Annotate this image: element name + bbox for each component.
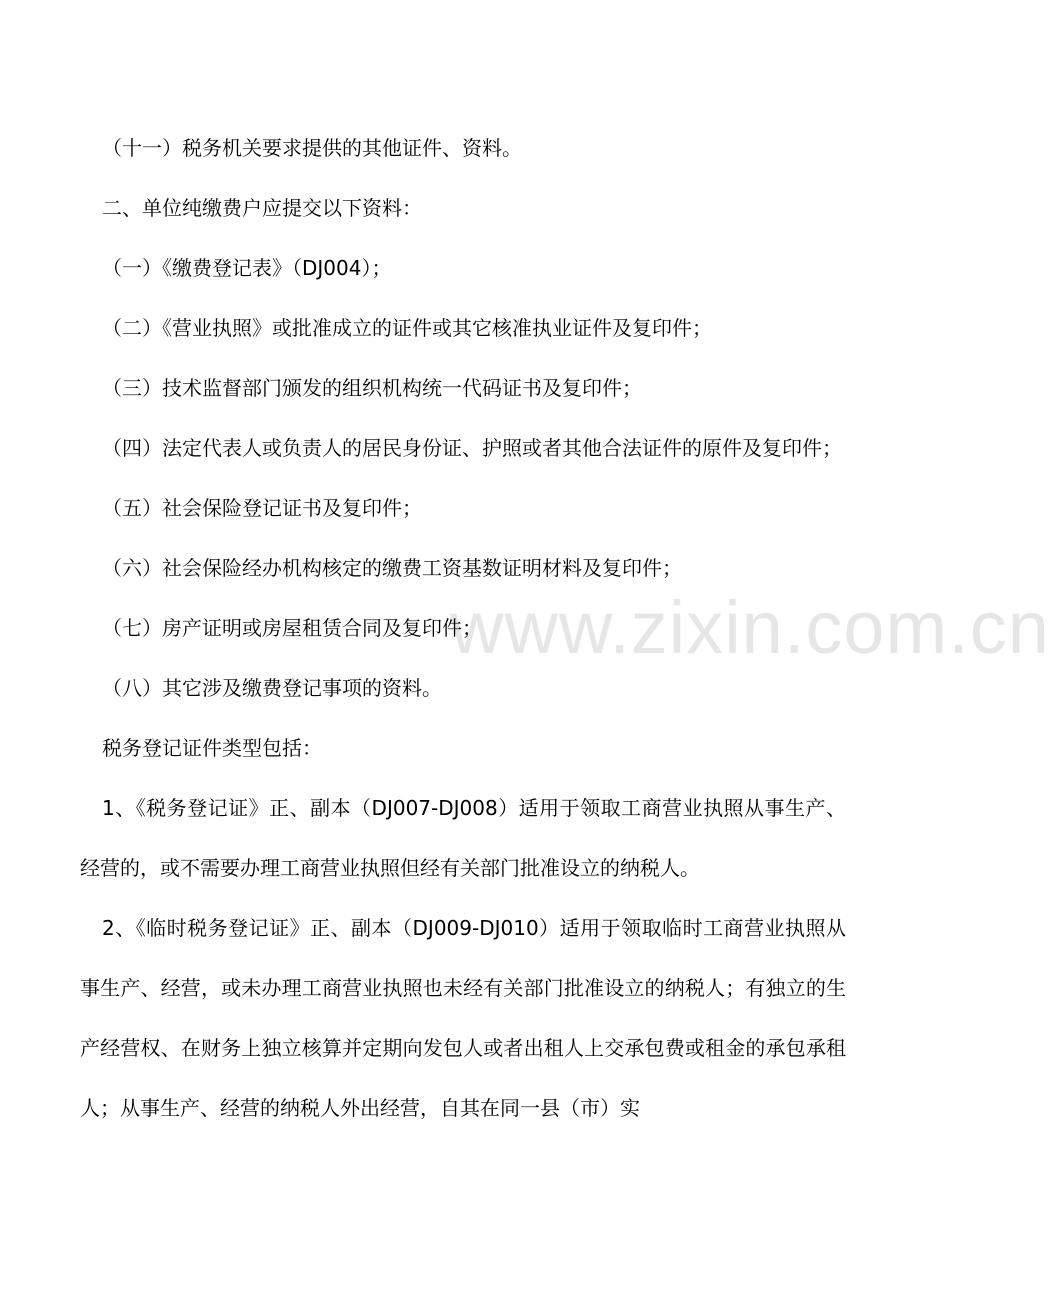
list-item: （六）社会保险经办机构核定的缴费工资基数证明材料及复印件； bbox=[102, 556, 682, 580]
section-heading: 二、单位纯缴费户应提交以下资料： bbox=[102, 196, 422, 220]
watermark: www.zixin.com.cn bbox=[450, 586, 1050, 669]
list-item: （五）社会保险登记证书及复印件； bbox=[102, 496, 422, 520]
document-body bbox=[80, 118, 846, 1138]
list-item: （七）房产证明或房屋租赁合同及复印件； bbox=[102, 616, 482, 640]
list-item: （三）技术监督部门颁发的组织机构统一代码证书及复印件； bbox=[102, 376, 642, 400]
list-item: （四）法定代表人或负责人的居民身份证、护照或者其他合法证件的原件及复印件； bbox=[102, 436, 842, 460]
paragraph: 2、《临时税务登记证》正、副本（DJ009-DJ010）适用于领取临时工商营业执照从事生产、经营，或未办理工商营业执照也未经有关部门批准设立的纳税人；有独立的生产经营权、在财务上独立核算并定期向发包人或者出租人上交承包费或租金的承包承租人；从事生产、经营的纳税人外出经营，自其在同一县（市）实 bbox=[80, 916, 846, 1120]
list-item: （八）其它涉及缴费登记事项的资料。 bbox=[102, 676, 442, 700]
list-item: （二）《营业执照》或批准成立的证件或其它核准执业证件及复印件； bbox=[102, 316, 712, 340]
paragraph: （十一）税务机关要求提供的其他证件、资料。 bbox=[102, 136, 522, 160]
section-heading: 税务登记证件类型包括： bbox=[102, 736, 322, 760]
paragraph: 1、《税务登记证》正、副本（DJ007-DJ008）适用于领取工商营业执照从事生产、经营的，或不需要办理工商营业执照但经有关部门批准设立的纳税人。 bbox=[80, 796, 846, 880]
list-item: （一）《缴费登记表》（DJ004）； bbox=[102, 256, 392, 280]
